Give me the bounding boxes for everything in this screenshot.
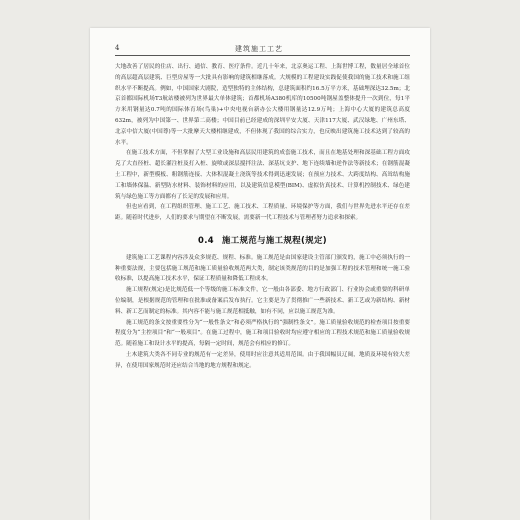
page-number: 4 — [115, 44, 120, 52]
section-heading — [115, 235, 410, 246]
section-title: 施工规范与施工规程(规定) — [222, 234, 328, 245]
page-body — [115, 62, 410, 372]
paragraph: 施工规程(规定)是比规范低一个等级的施工标准文件，它一般由各部委、地方行政部门、行业协会或重要的科研单位编制，是根据规范的管理和在批准或备案后发布执行。它主要是为了贯彻推广一些新技术、新工艺或为新结构、新材料、新工艺而制定的标准。其内容不能与施工规范相抵触，如有不同，应以施工规范为准。 — [115, 287, 410, 315]
header-rule — [115, 55, 410, 56]
paragraph: 施工规范的条文按重要性分为“一般性条文”和必须严格执行的“强制性条文”。施工质量验收规范的检查项目按重要程度分为“主控项目”和“一般项目”。在施工过程中，施工和项目验收时均应遵守相应的工程技术规范和施工质量验收规范。随着施工和设计水平的提高，每隔一定时间，规范会有相应的修订。 — [115, 319, 410, 348]
paragraph: 在施工技术方面，不但掌握了大型工业设施和高层民用建筑的成套施工技术，而且在地基处理和深基础工程方面攻克了大直径桩、超长灌注桩及打入桩、旋喷或深层搅拌注法、深基坑支护、地下连续墙和逆作法等新技术；在钢筋混凝土工程中，新型模板、粗钢筋连接、大体积混凝土浇筑等技术得到迅速发展；在预应力技术、大跨度结构、高耸结构施工和墙体保温、新型防水材料、装饰材料的应用，以及建筑信息模型(BIM)、虚拟仿真技术、计算机控制技术、绿色建筑与绿色施工等方面都有了长足的发展和应用。 — [115, 150, 410, 200]
paragraph: 大地改善了居民的住店、出行、通信、教育、医疗条件。近几十年来，北京奥运工程、上海世博工程，数量居全球首位的高层超高层建筑、巨型房屋等一大批具有影响的建筑相继落成。大规模的工程建设实践促使我国的施工技术和施工组织水平不断提高。例如，中国国家大剧院，造型独特的主体结构，总建筑面积约16.5万平方米，基础埋深达32.5m；北京首都国际机场T3航站楼被列为世界最大单体建筑；首都机场A380机库的10500吨钢屋盖整体提升一次到位，每1平方米用钢量达0.7吨的国际体育场(鸟巢)+中央电视台新办公大楼用钢量达12.9万吨；上海中心大厦的建筑总高度632m，被列为中国第一、世界第二高楼；中国目前已经建成的深圳平安大厦、天津117大厦、武汉绿地、广州东塔、北京中信大厦(中国尊)等一大批摩天大楼相继建成，不但体现了我国的综合实力，也反映出建筑施工技术达到了较高的水平。 — [115, 64, 410, 146]
page-header — [115, 42, 410, 56]
paragraph: 土木建筑大类各不同专业的规范有一定差异，使用时应注意其适用范围。由于我国幅员辽阔，地质及环境有较大差异，在使用国家规范时还应结合当地的地方规程和规定。 — [115, 351, 410, 369]
paragraph: 建筑施工工艺课程内容涉及众多规范、规程、标准。施工规范是由国家建设主管部门颁发的，施工中必须执行的一种重要法规，主要包括施工规范和施工质量验收规范两大类，制定该类规范的目的是加强工程的技术管理和统一施工验收标准，以提高施工技术水平，保证工程质量和降低工程成本。 — [115, 254, 410, 283]
book-page — [90, 28, 430, 520]
section-number: 0.4 — [197, 234, 215, 245]
paragraph: 但也应看到，在工程组织管理、施工工艺、施工技术、工程质量、环境保护等方面，我们与世界先进水平还存在差距。随着时代进步，人们的要求与期望在不断发展，需要新一代工程技术与管理者努力追求和探索。 — [115, 204, 410, 222]
running-title: 建筑施工工艺 — [235, 45, 283, 53]
